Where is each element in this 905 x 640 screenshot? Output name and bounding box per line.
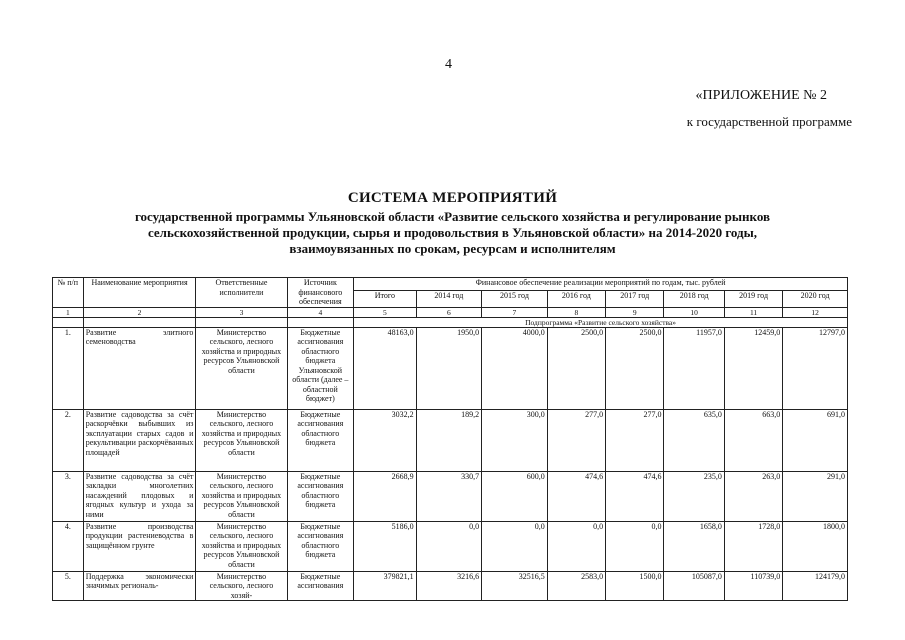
col-number: 10 xyxy=(664,307,724,317)
value-2015: 0,0 xyxy=(482,521,548,571)
title-block xyxy=(0,190,905,257)
value-2015: 32516,5 xyxy=(482,571,548,601)
subprogram-title: Подпрограмма «Развитие сельского хозяйства» xyxy=(354,317,848,327)
measure-name: Развитие садоводства за счёт закладки многолетних насаждений плодовых и ягодных культур и ухода за ними xyxy=(83,471,196,521)
col-number: 1 xyxy=(53,307,84,317)
value-2020: 124179,0 xyxy=(783,571,848,601)
col-number: 3 xyxy=(196,307,287,317)
value-2019: 263,0 xyxy=(724,471,782,521)
header-year-2015: 2015 год xyxy=(482,291,548,307)
value-2017: 0,0 xyxy=(606,521,664,571)
header-source: Источник финансового обеспечения xyxy=(287,278,354,308)
document-title: СИСТЕМА МЕРОПРИЯТИЙ xyxy=(347,190,558,206)
col-number: 2 xyxy=(83,307,196,317)
value-2016: 2500,0 xyxy=(547,327,605,409)
row-number: 5. xyxy=(53,571,84,601)
header-year-2017: 2017 год xyxy=(606,291,664,307)
value-2015: 600,0 xyxy=(482,471,548,521)
value-2016: 474,6 xyxy=(547,471,605,521)
col-number: 6 xyxy=(416,307,482,317)
responsible: Министерство сельского, лесного хозяйства и природных ресурсов Ульяновской области xyxy=(196,471,287,521)
program-reference: к государственной программе xyxy=(686,114,852,129)
value-2019: 110739,0 xyxy=(724,571,782,601)
value-2017: 1500,0 xyxy=(606,571,664,601)
subtitle-line-3: взаимоувязанных по срокам, ресурсам и исполнителям xyxy=(289,241,616,256)
funding-source: Бюджетные ассигнования областного бюджета xyxy=(287,409,354,471)
value-2020: 691,0 xyxy=(783,409,848,471)
value-2017: 277,0 xyxy=(606,409,664,471)
funding-source: Бюджетные ассигнования областного бюджета xyxy=(287,471,354,521)
value-2015: 4000,0 xyxy=(482,327,548,409)
header-name: Наименование мероприятия xyxy=(83,278,196,308)
value-2020: 291,0 xyxy=(783,471,848,521)
header-year-2020: 2020 год xyxy=(783,291,848,307)
col-number: 8 xyxy=(547,307,605,317)
col-number: 4 xyxy=(287,307,354,317)
value-total: 3032,2 xyxy=(354,409,416,471)
value-2017: 474,6 xyxy=(606,471,664,521)
responsible: Министерство сельского, лесного хозяй- xyxy=(196,571,287,601)
measures-table xyxy=(52,277,848,601)
table-row xyxy=(53,409,848,471)
value-2020: 12797,0 xyxy=(783,327,848,409)
value-2014: 330,7 xyxy=(416,471,482,521)
page-number: 4 xyxy=(445,57,452,72)
col-number: 9 xyxy=(606,307,664,317)
responsible: Министерство сельского, лесного хозяйства и природных ресурсов Ульяновской области xyxy=(196,409,287,471)
subtitle-line-2: сельскохозяйственной продукции, сырья и продовольствия в Ульяновской области» на 2014-2020 годы, xyxy=(147,225,758,240)
funding-source: Бюджетные ассигнования областного бюджета Ульяновской области (далее – областной бюджет) xyxy=(287,327,354,409)
appendix-label: «ПРИЛОЖЕНИЕ № 2 xyxy=(695,88,827,103)
funding-source: Бюджетные ассигнования xyxy=(287,571,354,601)
value-total: 379821,1 xyxy=(354,571,416,601)
col-number: 5 xyxy=(354,307,416,317)
table-row xyxy=(53,327,848,409)
value-2019: 663,0 xyxy=(724,409,782,471)
col-number: 7 xyxy=(482,307,548,317)
funding-source: Бюджетные ассигнования областного бюджета xyxy=(287,521,354,571)
responsible: Министерство сельского, лесного хозяйства и природных ресурсов Ульяновской области xyxy=(196,327,287,409)
header-year-2016: 2016 год xyxy=(547,291,605,307)
value-2016: 0,0 xyxy=(547,521,605,571)
measure-name: Развитие производства продукции растениеводства в защищённом грунте xyxy=(83,521,196,571)
header-responsible: Ответственные исполнители xyxy=(196,278,287,308)
value-total: 5186,0 xyxy=(354,521,416,571)
value-2018: 105087,0 xyxy=(664,571,724,601)
value-2019: 1728,0 xyxy=(724,521,782,571)
value-total: 48163,0 xyxy=(354,327,416,409)
value-2018: 1658,0 xyxy=(664,521,724,571)
header-total: Итого xyxy=(354,291,416,307)
value-2014: 189,2 xyxy=(416,409,482,471)
value-2014: 1950,0 xyxy=(416,327,482,409)
table-row xyxy=(53,571,848,601)
value-total: 2668,9 xyxy=(354,471,416,521)
header-num: № п/п xyxy=(53,278,84,308)
value-2018: 11957,0 xyxy=(664,327,724,409)
column-number-row xyxy=(53,307,848,317)
row-number: 2. xyxy=(53,409,84,471)
value-2019: 12459,0 xyxy=(724,327,782,409)
value-2016: 277,0 xyxy=(547,409,605,471)
header-year-2019: 2019 год xyxy=(724,291,782,307)
value-2018: 635,0 xyxy=(664,409,724,471)
header-year-2018: 2018 год xyxy=(664,291,724,307)
col-number: 12 xyxy=(783,307,848,317)
measure-name: Развитие элитного семеноводства xyxy=(83,327,196,409)
subprogram-row xyxy=(53,317,848,327)
measure-name: Поддержка экономически значимых региональ- xyxy=(83,571,196,601)
col-number: 11 xyxy=(724,307,782,317)
header-finance: Финансовое обеспечение реализации мероприятий по годам, тыс. рублей xyxy=(354,278,848,291)
header-row-1 xyxy=(53,278,848,291)
table-row xyxy=(53,471,848,521)
table-row xyxy=(53,521,848,571)
row-number: 4. xyxy=(53,521,84,571)
measure-name: Развитие садоводства за счёт раскорчёвки выбывших из эксплуатации старых садов и рекультивации раскорчёванных площадей xyxy=(83,409,196,471)
value-2014: 0,0 xyxy=(416,521,482,571)
value-2015: 300,0 xyxy=(482,409,548,471)
row-number: 3. xyxy=(53,471,84,521)
value-2016: 2583,0 xyxy=(547,571,605,601)
subtitle-line-1: государственной программы Ульяновской области «Развитие сельского хозяйства и регулирование рынков xyxy=(134,209,771,224)
value-2018: 235,0 xyxy=(664,471,724,521)
header-year-2014: 2014 год xyxy=(416,291,482,307)
value-2020: 1800,0 xyxy=(783,521,848,571)
responsible: Министерство сельского, лесного хозяйства и природных ресурсов Ульяновской области xyxy=(196,521,287,571)
row-number: 1. xyxy=(53,327,84,409)
value-2017: 2500,0 xyxy=(606,327,664,409)
value-2014: 3216,6 xyxy=(416,571,482,601)
